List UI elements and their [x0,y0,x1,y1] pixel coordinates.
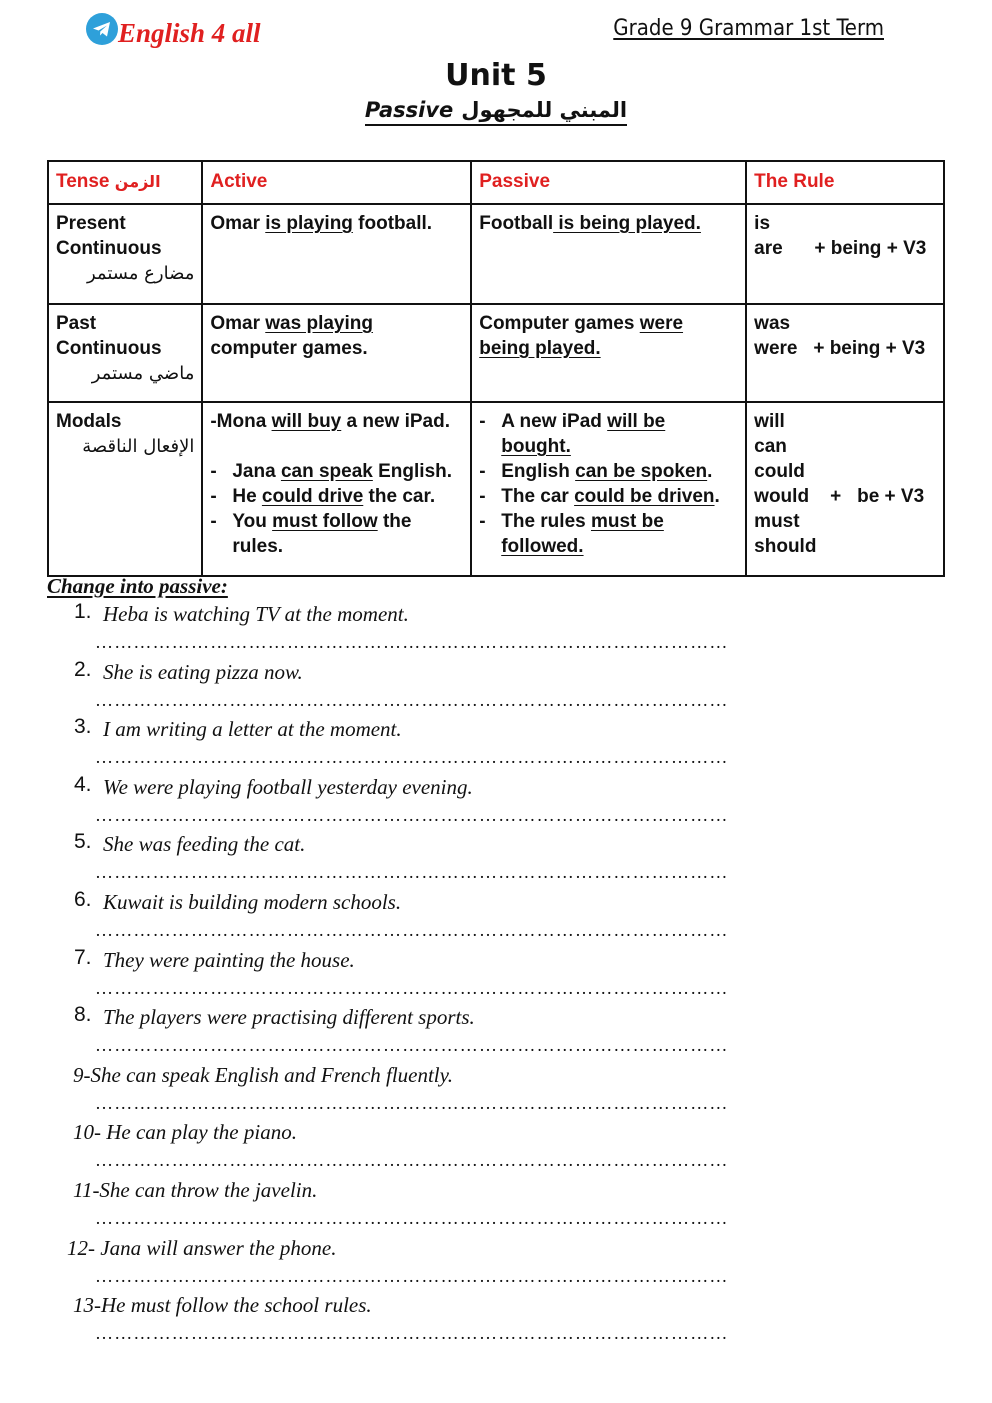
question-item: 10- He can play the piano. ……………………………………………………………………………………… [0,1118,992,1176]
passive-cell: Computer games were being played. [471,304,746,402]
question-item: 7. They were painting the house. ……………………………………………………………………………………… [0,946,992,1004]
table-row [48,204,944,304]
question-item: 9-She can speak English and French fluently. ……………………………………………………………………………………… [0,1061,992,1119]
rule-cell: will can could would + be + V3 must should [746,402,944,576]
table-row [48,402,944,576]
question-item: 13-He must follow the school rules. ……………………………………………………………………………………… [0,1291,992,1349]
subtitle [0,98,992,123]
brand-title: English 4 all [118,18,261,48]
rule-cell: was were + being + V3 [746,304,944,402]
passive-cell: Football is being played. [471,204,746,304]
answer-line[interactable]: ……………………………………………………………………………………… [95,1265,729,1286]
answer-line[interactable]: ……………………………………………………………………………………… [95,1323,729,1344]
passive-rules-table [47,160,945,577]
tense-cell: Present Continuous مضارع مستمر [48,204,202,304]
table-row [48,304,944,402]
unit-title: Unit 5 [445,58,547,93]
table-header-row [48,161,944,204]
question-item: 5. She was feeding the cat. ……………………………………………………………………………………… [0,830,992,888]
subtitle-english: Passive [364,98,454,122]
answer-line[interactable]: ……………………………………………………………………………………… [95,689,729,710]
list-item: - Jana can speak English. [210,461,453,482]
tense-cell: Past Continuous ماضي مستمر [48,304,202,402]
answer-line[interactable]: ……………………………………………………………………………………… [95,1092,729,1113]
subtitle-arabic: المبني للمجهول [461,98,628,122]
answer-line[interactable]: ……………………………………………………………………………………… [95,1150,729,1171]
question-item: 3. I am writing a letter at the moment. ……………………………………………………………………………………… [0,715,992,773]
active-cell: -Mona will buy a new iPad. - Jana can speak English. - He could drive the car. - You must follow the rules. [202,402,471,576]
answer-line[interactable]: ……………………………………………………………………………………… [95,804,729,825]
brand [86,8,261,49]
passive-cell [471,402,746,576]
answer-line[interactable]: ……………………………………………………………………………………… [95,632,729,652]
list-item: - He could drive the car. [210,486,436,507]
question-item: 8. The players were practising different sports. ……………………………………………………………………………………… [0,1003,992,1061]
exercise-title: Change into passive: [47,574,228,598]
answer-line[interactable]: ……………………………………………………………………………………… [95,977,729,998]
answer-line[interactable]: ……………………………………………………………………………………… [95,747,729,768]
question-item: 1. Heba is watching TV at the moment. ……………………………………………………………………………………… [0,600,992,658]
list-item: - A new iPad will be bought. [479,411,666,457]
header-rule: The Rule [746,161,944,204]
question-item: 11-She can throw the javelin. ……………………………………………………………………………………… [0,1176,992,1234]
list-item: - The car could be driven. [479,486,720,507]
answer-line[interactable]: ……………………………………………………………………………………… [95,1035,729,1056]
question-item: 6. Kuwait is building modern schools. ……………………………………………………………………………………… [0,888,992,946]
answer-line[interactable]: ……………………………………………………………………………………… [95,919,729,940]
answer-line[interactable]: ……………………………………………………………………………………… [95,862,729,883]
list-item: - English can be spoken. [479,461,713,482]
telegram-icon [86,13,118,45]
list-item: - The rules must be followed. [479,511,664,557]
answer-line[interactable]: ……………………………………………………………………………………… [95,1207,729,1228]
grade-label: Grade 9 Grammar 1st Term [613,16,884,41]
list-item: - You must follow the rules. [210,511,412,557]
header-active: Active [202,161,471,204]
question-item: 12- Jana will answer the phone. ……………………………………………………………………………………… [0,1234,992,1292]
header-passive: Passive [471,161,746,204]
header-tense: Tense الزمن [48,161,202,204]
rule-cell: is are + being + V3 [746,204,944,304]
tense-cell: Modals الإفعال الناقصة [48,402,202,576]
active-cell: Omar is playing football. [202,204,471,304]
question-item: 4. We were playing football yesterday evening. ……………………………………………………………………………………… [0,773,992,831]
active-cell: Omar was playing computer games. [202,304,471,402]
question-item: 2. She is eating pizza now. ……………………………………………………………………………………… [0,658,992,716]
exercise-list [0,600,992,1349]
